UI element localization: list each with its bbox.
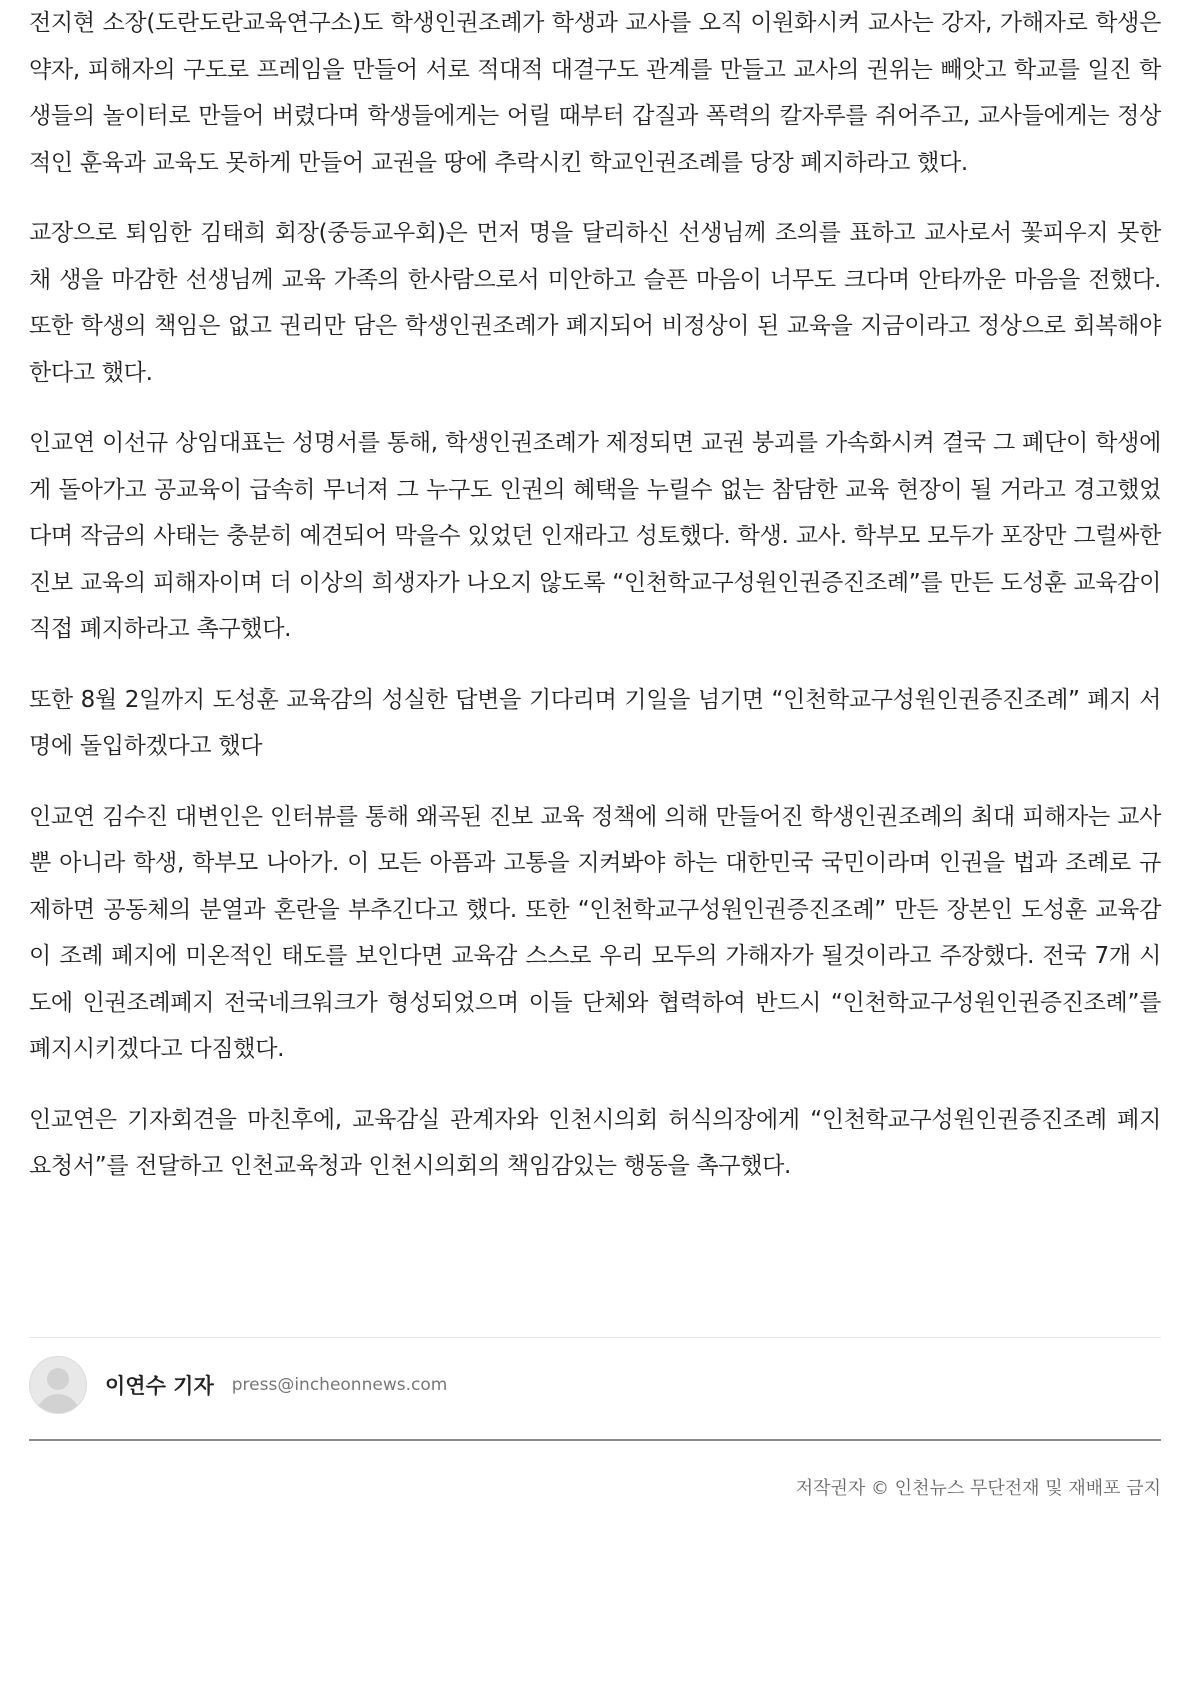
article-body [29,0,1161,1214]
byline-divider-bottom [29,1439,1161,1441]
byline-divider-top [29,1337,1161,1338]
copyright-notice: 저작권자 © 인천뉴스 무단전재 및 재배포 금지 [795,1478,1161,1499]
article-paragraph-4: 또한 8월 2일까지 도성훈 교육감의 성실한 답변을 기다리며 기일을 넘기면 “인천학교구성원인권증진조례” 폐지 서명에 돌입하겠다고 했다 [29,686,1161,759]
article-paragraph-5: 인교연 김수진 대변인은 인터뷰를 통해 왜곡된 진보 교육 정책에 의해 만들어진 학생인권조례의 최대 피해자는 교사 뿐 아니라 학생, 학부모 나아가. 이 모든 아픔과 고통을 지켜봐야 하는 대한민국 국민이라며 인권을 법과 조례로 규제하면 공동체의 분열과 혼란을 부추긴다고 했다. 또한 “인천학교구성원인권증진조례” 만든 장본인 도성훈 교육감이 조례 폐지에 미온적인 태도를 보인다면 교육감 스스로 우리 모두의 가해자가 될것이라고 주장했다. 전국 7개 시도에 인권조례폐지 전국네크워크가 형성되었으며 이들 단체와 협력하여 반드시 “인천학교구성원인권증진조례”를 폐지시키겠다고 다짐했다. [29,803,1161,1062]
byline [29,1355,447,1415]
article-paragraph-3: 인교연 이선규 상임대표는 성명서를 통해, 학생인권조례가 제정되면 교권 붕괴를 가속화시켜 결국 그 폐단이 학생에게 돌아가고 공교육이 급속히 무너져 그 누구도 인권의 혜택을 누릴수 없는 참담한 교육 현장이 될 거라고 경고했었다며 작금의 사태는 충분히 예견되어 막을수 있었던 인재라고 성토했다. 학생. 교사. 학부모 모두가 포장만 그럴싸한 진보 교육의 피해자이며 더 이상의 희생자가 나오지 않도록 “인천학교구성원인권증진조례”를 만든 도성훈 교육감이 직접 폐지하라고 촉구했다. [29,430,1161,642]
avatar-head-shape [47,1368,69,1390]
avatar-body-shape [36,1394,80,1414]
author-email[interactable]: press@incheonnews.com [231,1375,448,1395]
article-paragraph-2: 교장으로 퇴임한 김태희 회장(중등교우회)은 먼저 명을 달리하신 선생님께 조의를 표하고 교사로서 꽃피우지 못한 채 생을 마감한 선생님께 교육 가족의 한사람으로서 미안하고 슬픈 마음이 너무도 크다며 안타까운 마음을 전했다. 또한 학생의 책임은 없고 권리만 담은 학생인권조례가 폐지되어 비정상이 된 교육을 지금이라고 정상으로 회복해야 한다고 했다. [29,220,1161,386]
article-paragraph-1: 전지현 소장(도란도란교육연구소)도 학생인권조례가 학생과 교사를 오직 이원화시켜 교사는 강자, 가해자로 학생은 약자, 피해자의 구도로 프레임을 만들어 서로 적대적 대결구도 관계를 만들고 교사의 권위는 빼앗고 학교를 일진 학생들의 놀이터로 만들어 버렸다며 학생들에게는 어릴 때부터 갑질과 폭력의 칼자루를 쥐어주고, 교사들에게는 정상적인 훈육과 교육도 못하게 만들어 교권을 땅에 추락시킨 학교인권조례를 당장 폐지하라고 했다. [29,10,1161,176]
user-avatar-icon[interactable] [29,1356,87,1414]
article-paragraph-6: 인교연은 기자회견을 마친후에, 교육감실 관계자와 인천시의회 허식의장에게 “인천학교구성원인권증진조례 폐지 요청서”를 전달하고 인천교육청과 인천시의회의 책임감있는 행동을 촉구했다. [29,1106,1161,1179]
author-name[interactable]: 이연수 기자 [105,1374,214,1398]
